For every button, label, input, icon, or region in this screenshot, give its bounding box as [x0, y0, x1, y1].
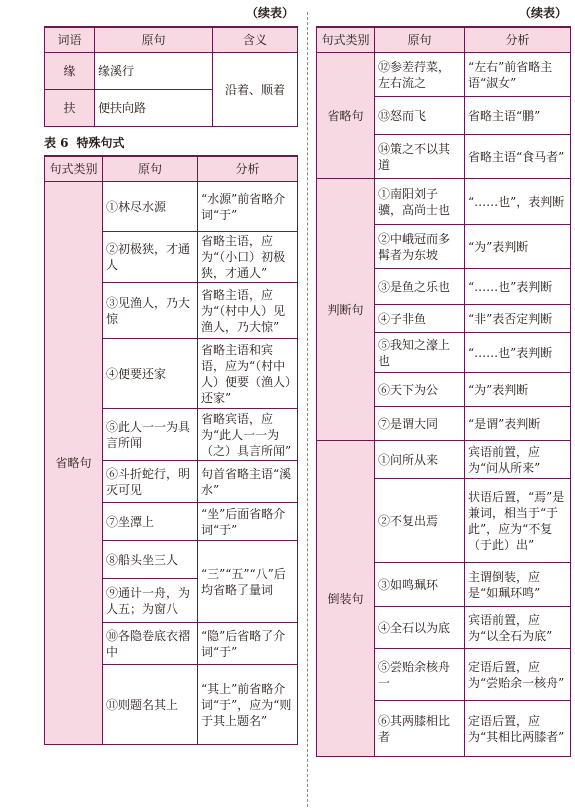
sentence-cell: ⑤此人一一为具言所闻 [103, 409, 198, 461]
analysis-cell: 省略主语和宾语，应为“（村中人）便要（渔人）还家” [198, 339, 298, 409]
sentence-cell: ①问所从来 [375, 441, 465, 479]
analysis-cell: “左右”前省略主语“淑女” [465, 53, 571, 97]
category-inversion: 倒装句 [317, 441, 375, 757]
continued-label-right: （续表） [518, 6, 567, 20]
sentence-cell: ⑤尝贻余核舟一 [375, 649, 465, 701]
analysis-cell: “坐”后面省略介词“于” [198, 503, 298, 541]
analysis-cell: “是谓”表判断 [465, 407, 571, 441]
analysis-cell: “为”表判断 [465, 225, 571, 269]
sentence-cell: ①林尽水源 [103, 182, 198, 232]
sentence-cell: ⑩各隐卷底衣褶中 [103, 623, 198, 665]
analysis-cell: 定语后置，应为“其相比两膝者” [465, 701, 571, 757]
sentence-cell: ⑬怒而飞 [375, 97, 465, 135]
analysis-cell: “隐”后省略了介词“于” [198, 623, 298, 665]
sentence-cell: ④便要还家 [103, 339, 198, 409]
vocab-header-sentence: 原句 [95, 27, 213, 53]
header-analysis: 分析 [198, 156, 298, 182]
vocab-sentence: 缘溪行 [95, 53, 213, 90]
analysis-cell: 句首省略主语“溪水” [198, 461, 298, 503]
sentence-cell: ⑦是谓大同 [375, 407, 465, 441]
sentence-cell: ②中峨冠而多髯者为东坡 [375, 225, 465, 269]
analysis-cell: 省略宾语，应为“此人一一为（之）具言所闻” [198, 409, 298, 461]
analysis-cell: 省略主语，应为“（小口）初极狭，才通人” [198, 232, 298, 283]
sentence-cell: ④全石以为底 [375, 607, 465, 649]
sentence-cell: ⑫参差荇菜，左右流之 [375, 53, 465, 97]
sentence-cell: ⑨通计一舟，为人五；为窗八 [103, 579, 198, 623]
vocab-word: 扶 [45, 90, 95, 127]
sentence-cell: ⑥其两膝相比者 [375, 701, 465, 757]
vocab-word: 缘 [45, 53, 95, 90]
sentence-cell: ①南阳刘子骥，高尚士也 [375, 179, 465, 225]
analysis-cell: “……也”表判断 [465, 269, 571, 305]
column-divider [307, 12, 308, 807]
analysis-cell: 主谓倒装，应是“如珮环鸣” [465, 563, 571, 607]
sentence-cell: ②不复出焉 [375, 479, 465, 563]
special-header-row [45, 156, 298, 182]
right-column [316, 0, 571, 757]
analysis-cell: 宾语前置，应为“以全石为底” [465, 607, 571, 649]
header-sentence: 原句 [103, 156, 198, 182]
sentence-cell: ④子非鱼 [375, 305, 465, 333]
analysis-cell: “非”表否定判断 [465, 305, 571, 333]
category-ellipsis: 省略句 [45, 182, 103, 745]
analysis-cell: “……也”，表判断 [465, 179, 571, 225]
analysis-cell: “……也”表判断 [465, 333, 571, 373]
continued-label-left: （续表） [245, 6, 294, 20]
table-row [45, 182, 298, 232]
merged-analysis-cell: “三”“五”“八”后均省略了量词 [198, 541, 298, 623]
special-sentence-table-right [316, 26, 571, 757]
analysis-cell: 宾语前置，应为“问从所来” [465, 441, 571, 479]
table-row [317, 53, 571, 97]
vocab-header-row [45, 27, 298, 53]
analysis-cell: 状语后置，“焉”是兼词，相当于“于此”，应为“不复（于此）出” [465, 479, 571, 563]
analysis-cell: 省略主语“食马者” [465, 135, 571, 179]
analysis-cell: “水源”前省略介词“于” [198, 182, 298, 232]
header-category: 句式类别 [317, 27, 375, 53]
vocab-shared-meaning: 沿着、顺着 [213, 53, 298, 127]
vocab-header-word: 词语 [45, 27, 95, 53]
table6-title: 特殊句式 [76, 136, 125, 150]
vocab-table [44, 26, 298, 127]
special-sentence-table-left [44, 155, 298, 745]
analysis-cell: “为”表判断 [465, 373, 571, 407]
sentence-cell: ⑤我知之濠上也 [375, 333, 465, 373]
sentence-cell: ⑭策之不以其道 [375, 135, 465, 179]
vocab-row [45, 53, 298, 90]
header-analysis: 分析 [465, 27, 571, 53]
sentence-cell: ⑥天下为公 [375, 373, 465, 407]
analysis-cell: 省略主语“鹏” [465, 97, 571, 135]
category-judgment: 判断句 [317, 179, 375, 441]
table6-caption [44, 131, 298, 155]
analysis-cell: 定语后置，应为“尝贻余一核舟” [465, 649, 571, 701]
analysis-cell: 省略主语，应为“（村中人）见渔人，乃大惊” [198, 283, 298, 339]
sentence-cell: ⑥斗折蛇行，明灭可见 [103, 461, 198, 503]
sentence-cell: ⑪则题名其上 [103, 665, 198, 745]
header-sentence: 原句 [375, 27, 465, 53]
sentence-cell: ③见渔人，乃大惊 [103, 283, 198, 339]
table-row [317, 179, 571, 225]
vocab-header-meaning: 含义 [213, 27, 298, 53]
sentence-cell: ②初极狭，才通人 [103, 232, 198, 283]
sentence-cell: ⑧船头坐三人 [103, 541, 198, 579]
sentence-cell: ③是鱼之乐也 [375, 269, 465, 305]
analysis-cell: “其上”前省略介词“于”，应为“则于其上题名” [198, 665, 298, 745]
table-row [317, 441, 571, 479]
special-header-row [317, 27, 571, 53]
sentence-cell: ⑦坐潭上 [103, 503, 198, 541]
table6-number: 表 6 [44, 136, 69, 150]
vocab-sentence: 便扶向路 [95, 90, 213, 127]
left-column [44, 0, 298, 745]
sentence-cell: ③如鸣珮环 [375, 563, 465, 607]
category-ellipsis: 省略句 [317, 53, 375, 179]
header-category: 句式类别 [45, 156, 103, 182]
